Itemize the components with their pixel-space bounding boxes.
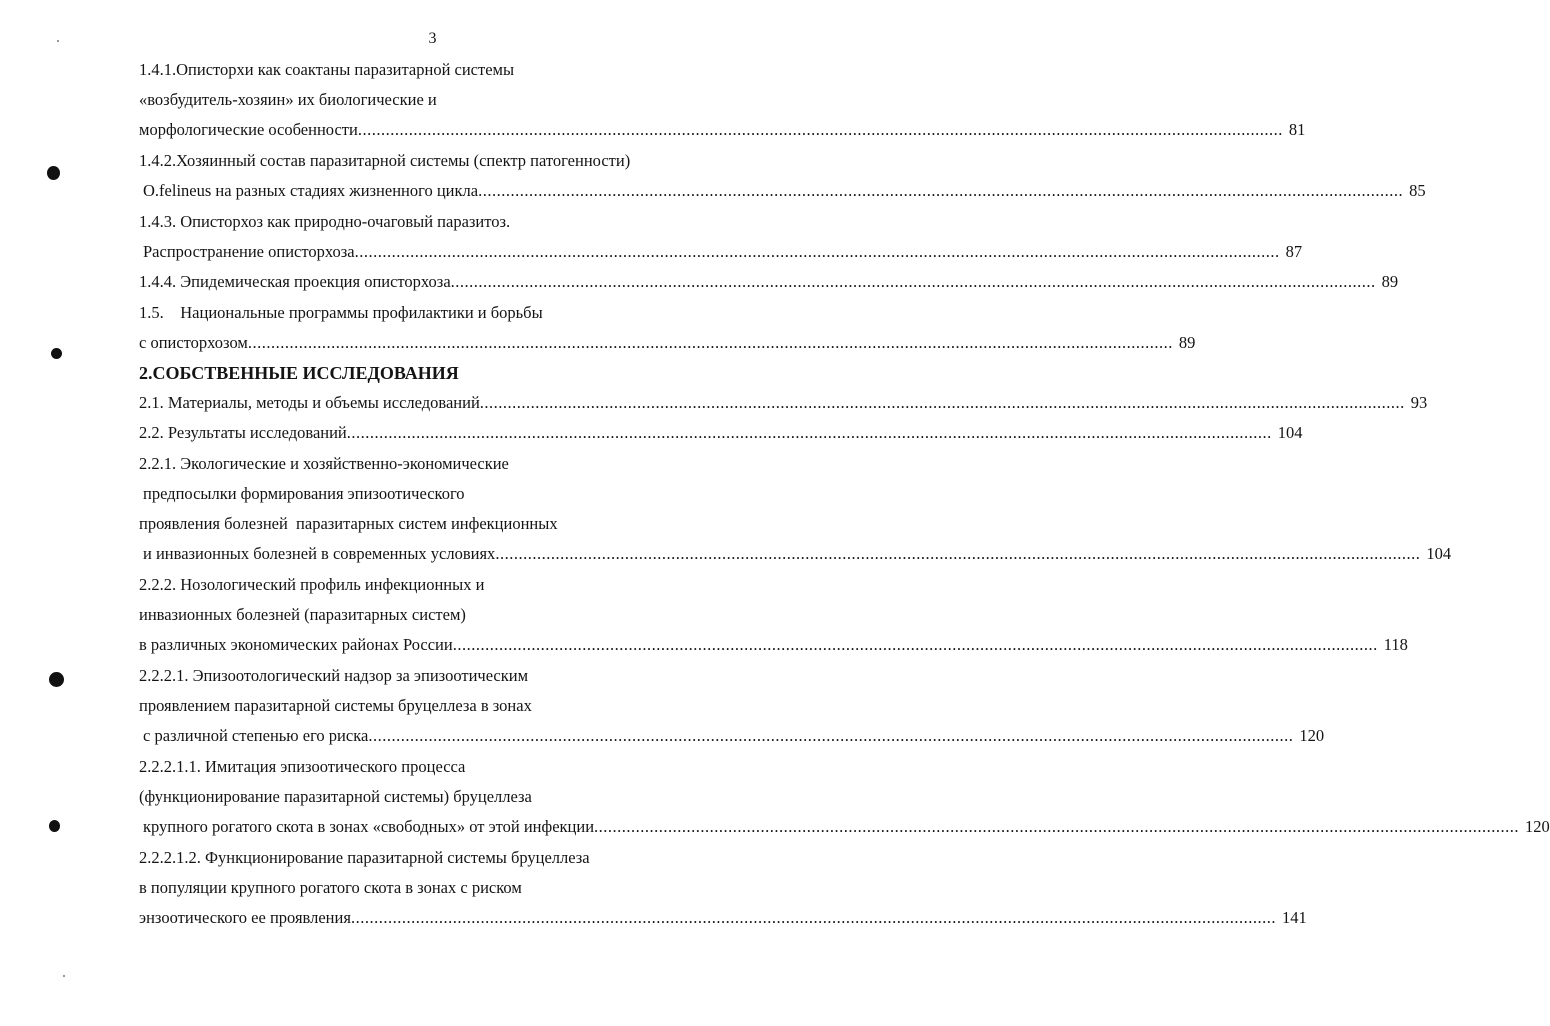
toc-line: 2.2.2.1.1. Имитация эпизоотического процесса — [139, 757, 466, 776]
toc-page-number: 120 — [1299, 726, 1325, 745]
toc-entry — [139, 117, 1306, 143]
toc-page-number: 87 — [1285, 242, 1303, 261]
dot-leader: ........................................................................................................................................................................................................ — [450, 272, 1376, 291]
toc-entry-title: 2.1. Материалы, методы и объемы исследований — [139, 393, 480, 412]
toc-page-number: 89 — [1178, 333, 1196, 352]
toc-entry-title: в различных экономических районах России — [139, 635, 453, 654]
dot-leader: ........................................................................................................................................................................................................ — [594, 817, 1520, 836]
toc-page-number: 104 — [1426, 544, 1452, 563]
toc-entry — [139, 269, 1399, 295]
toc-page-number: 93 — [1410, 393, 1428, 412]
toc-entry-title: и инвазионных болезней в современных условиях — [143, 544, 496, 563]
toc-entry-title: с различной степенью его риска — [143, 726, 369, 745]
punch-hole-mark — [51, 348, 62, 359]
toc-line: проявлением паразитарной системы бруцеллеза в зонах — [139, 696, 532, 715]
toc-entry — [139, 905, 1307, 931]
toc-line: 1.4.3. Описторхоз как природно-очаговый паразитоз. — [139, 212, 511, 231]
toc-line: 1.5. Национальные программы профилактики и борьбы — [139, 303, 543, 322]
toc-page-number: 85 — [1409, 181, 1426, 200]
toc-entry-title: морфологические особенности — [139, 120, 358, 139]
toc-page-number: 104 — [1277, 423, 1303, 442]
toc-line: 2.2.2.1. Эпизоотологический надзор за эпизоотическим — [139, 666, 529, 685]
toc-page-number: 81 — [1288, 120, 1306, 139]
dot-leader: ........................................................................................................................................................................................................ — [247, 333, 1173, 352]
toc-entry — [139, 330, 1196, 356]
toc-line: (функционирование паразитарной системы) бруцеллеза — [139, 787, 532, 806]
dot-leader: ........................................................................................................................................................................................................ — [350, 908, 1276, 927]
dot-leader: ........................................................................................................................................................................................................ — [357, 120, 1283, 139]
page-number: 3 — [428, 30, 437, 47]
punch-hole-mark — [47, 166, 60, 180]
toc-entry-title: с описторхозом — [139, 333, 248, 352]
scan-speck — [57, 40, 59, 42]
toc-line: «возбудитель-хозяин» их биологические и — [139, 90, 437, 109]
toc-entry-title: Распространение описторхоза — [143, 242, 355, 261]
dot-leader: ........................................................................................................................................................................................................ — [479, 393, 1405, 412]
scan-speck — [63, 975, 65, 977]
toc-entry — [139, 390, 1428, 416]
toc-line: в популяции крупного рогатого скота в зонах с риском — [139, 878, 522, 897]
dot-leader: ........................................................................................................................................................................................................ — [495, 544, 1421, 563]
toc-line: предпосылки формирования эпизоотического — [143, 484, 465, 503]
dot-leader: ........................................................................................................................................................................................................ — [368, 726, 1294, 745]
toc-entry-title: энзоотического ее проявления — [139, 908, 351, 927]
dot-leader: ........................................................................................................................................................................................................ — [354, 242, 1280, 261]
toc-entry — [143, 239, 1303, 265]
toc-entry — [139, 632, 1408, 658]
toc-page-number: 118 — [1383, 635, 1408, 654]
toc-line: 2.2.1. Экологические и хозяйственно-экономические — [139, 454, 509, 473]
dot-leader: ........................................................................................................................................................................................................ — [478, 181, 1404, 200]
toc-entry-title: 1.4.4. Эпидемическая проекция описторхоза — [139, 272, 451, 291]
toc-entry — [143, 178, 1426, 204]
toc-page-number: 89 — [1381, 272, 1399, 291]
toc-entry — [143, 541, 1452, 567]
punch-hole-mark — [49, 820, 60, 832]
toc-line: проявления болезней паразитарных систем инфекционных — [139, 514, 558, 533]
punch-hole-mark — [49, 672, 64, 687]
section-heading: 2.СОБСТВЕННЫЕ ИССЛЕДОВАНИЯ — [139, 363, 459, 383]
toc-entry-title: крупного рогатого скота в зонах «свободных» от этой инфекции — [143, 817, 595, 836]
dot-leader: ........................................................................................................................................................................................................ — [452, 635, 1378, 654]
toc-page-number: 141 — [1281, 908, 1307, 927]
toc-line: 1.4.1.Описторхи как соактаны паразитарной системы — [139, 60, 515, 79]
toc-line: 2.2.2.1.2. Функционирование паразитарной системы бруцеллеза — [139, 848, 590, 867]
dot-leader: ........................................................................................................................................................................................................ — [346, 423, 1272, 442]
toc-page-number: 120 — [1525, 817, 1550, 836]
toc-line: 2.2.2. Нозологический профиль инфекционных и — [139, 575, 485, 594]
toc-entry — [143, 723, 1325, 749]
toc-entry-title: 2.2. Результаты исследований — [139, 423, 347, 442]
toc-line: 1.4.2.Хозяинный состав паразитарной системы (спектр патогенности) — [139, 151, 631, 170]
toc-entry — [139, 420, 1303, 446]
toc-entry-title: O.felineus на разных стадиях жизненного цикла — [143, 181, 479, 200]
toc-line: инвазионных болезней (паразитарных систем) — [139, 605, 466, 624]
toc-entry — [143, 814, 1550, 840]
